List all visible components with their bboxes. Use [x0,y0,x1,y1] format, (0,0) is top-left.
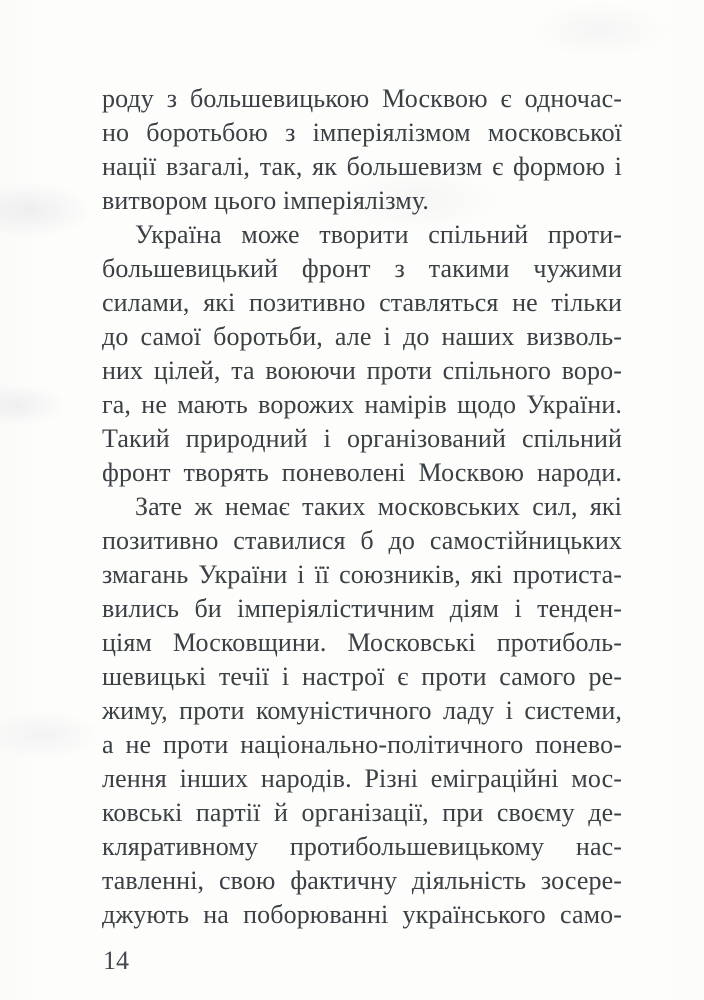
text-line: змагань України і її союзників, які протиста- [102,560,622,589]
text-line: силами, які позитивно ставляться не тільки [102,288,622,317]
text-line: но боротьбою з імперіялізмом московської [102,118,622,147]
text-line: Україна може творити спільний проти- [135,220,622,249]
text-line: витвором цього імперіялізму. [102,186,429,215]
page-number: 14 [103,946,129,975]
text-line: них цілей, та воюючи проти спільного воро- [102,356,622,385]
text-line: Такий природний і організований спільний [102,424,622,453]
text-line: шевицькі течії і настрої є проти самого ре- [102,662,622,691]
text-line: фронт творять поневолені Москвою народи. [102,458,622,487]
text-line: лення інших народів. Різні еміграційні мос- [102,764,622,793]
text-line: вились би імперіялістичним діям і тенден- [102,594,622,623]
text-line: тавленні, свою фактичну діяльність зосере- [102,866,622,895]
text-line: Зате ж немає таких московських сил, які [135,492,622,521]
text-line: позитивно ставилися б до самостійницьких [102,526,622,555]
text-line: ціям Московщини. Московські протиболь- [102,628,622,657]
text-line: роду з большевицькою Москвою є одночас- [102,84,622,113]
text-line: большевицький фронт з такими чужими [102,254,622,283]
text-line: га, не мають ворожих намірів щодо України. [102,390,622,419]
text-line: кляративному протибольшевицькому нас- [102,832,622,861]
text-line: нації взагалі, так, як большевизм є формою і [102,152,622,181]
text-line: жиму, проти комуністичного ладу і системи, [102,696,622,725]
text-block [102,82,622,932]
text-line: до самої боротьби, але і до наших визволь- [102,322,622,351]
text-line: ковські партії й організації, при своєму де- [102,798,622,827]
text-line: а не проти національно-політичного понево- [102,730,622,759]
text-line: джують на поборюванні українського само- [102,900,622,929]
